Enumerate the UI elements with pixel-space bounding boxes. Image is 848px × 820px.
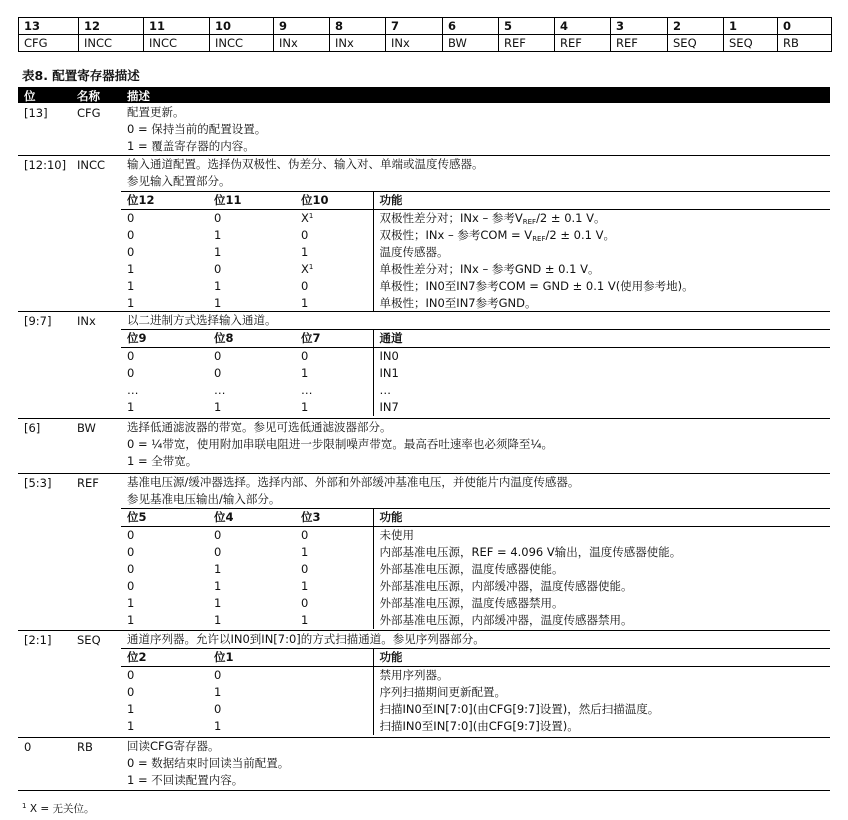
- header-bit: 位: [24, 89, 36, 103]
- description-line: 0 = 保持当前的配置设置。: [127, 122, 267, 136]
- col-header: 位9: [121, 330, 208, 348]
- cell: 0: [127, 366, 135, 380]
- cell: 1: [214, 400, 222, 414]
- bit-name-cell: INCC: [210, 35, 274, 52]
- cell: 1: [301, 613, 309, 627]
- bit-name-cell: RB: [778, 35, 832, 52]
- bit-field: [2:1]: [24, 633, 52, 647]
- cell: 0: [127, 562, 135, 576]
- cell: 1: [127, 702, 135, 716]
- table-row: [121, 718, 830, 735]
- cell: …: [373, 382, 830, 399]
- cell-value: X: [301, 211, 309, 225]
- table-row: [121, 210, 830, 228]
- table-row: [121, 382, 830, 399]
- cell: 序列扫描期间更新配置。: [373, 684, 830, 701]
- ref-subtable: [121, 508, 830, 629]
- section-incc: [18, 156, 830, 312]
- cell-value: X: [301, 262, 309, 276]
- cell: 0: [127, 211, 135, 225]
- cell: 单极性差分对；INx – 参考GND ± 0.1 V。: [373, 261, 830, 278]
- description-line: 通道序列器。允许以IN0到IN[7:0]的方式扫描通道。参见序列器部分。: [127, 632, 485, 646]
- incc-subtable: [121, 191, 830, 312]
- cell: 未使用: [373, 527, 830, 545]
- table-row: [121, 701, 830, 718]
- cell: 0: [214, 668, 222, 682]
- field-name: BW: [77, 421, 96, 435]
- function-text: 双极性；INx – 参考COM = V: [379, 228, 533, 242]
- cell: [373, 210, 830, 228]
- cell: 扫描IN0至IN[7:0](由CFG[9:7]设置)，然后扫描温度。: [373, 701, 830, 718]
- col-header: 功能: [373, 649, 830, 667]
- cell: 1: [214, 228, 222, 242]
- table-header: [18, 87, 830, 103]
- cell: 0: [127, 349, 135, 363]
- bit-name-cell: INx: [386, 35, 443, 52]
- bit-map-table: [18, 17, 832, 52]
- bit-number-cell: 2: [668, 18, 724, 35]
- cell: 0: [127, 668, 135, 682]
- field-name: CFG: [77, 106, 101, 120]
- ref-subscript: REF: [522, 218, 537, 226]
- cell: 1: [214, 596, 222, 610]
- cell: 0: [214, 262, 222, 276]
- description-line: 输入通道配置。选择伪双极性、伪差分、输入对、单端或温度传感器。: [127, 157, 484, 171]
- cell: 1: [214, 719, 222, 733]
- description-line: 回读CFG寄存器。: [127, 739, 220, 753]
- col-header: 位12: [121, 192, 208, 210]
- field-name: REF: [77, 476, 99, 490]
- cell: 扫描IN0至IN[7:0](由CFG[9:7]设置)。: [373, 718, 830, 735]
- cell: 1: [214, 296, 222, 310]
- cell: …: [214, 383, 226, 397]
- cell: 外部基准电压源，内部缓冲器，温度传感器禁用。: [373, 612, 830, 629]
- col-header: 功能: [373, 509, 830, 527]
- bit-number-cell: 12: [79, 18, 144, 35]
- table-row: [121, 527, 830, 545]
- description-line: 基准电压源/缓冲器选择。选择内部、外部和外部缓冲基准电压，并使能片内温度传感器。: [127, 475, 580, 489]
- bit-field: 0: [24, 740, 32, 754]
- description-line: 选择低通滤波器的带宽。参见可选低通滤波器部分。: [127, 420, 392, 434]
- bit-number-cell: 1: [724, 18, 778, 35]
- bit-name-cell: INx: [274, 35, 330, 52]
- cell: 1: [214, 579, 222, 593]
- cell: 0: [127, 579, 135, 593]
- bit-field: [5:3]: [24, 476, 52, 490]
- bit-field: [9:7]: [24, 314, 52, 328]
- table-row: [121, 399, 830, 416]
- cell: 0: [301, 279, 309, 293]
- cell: [295, 261, 373, 278]
- cell: 1: [127, 296, 135, 310]
- cell: 1: [214, 613, 222, 627]
- cell: 内部基准电压源，REF = 4.096 V输出，温度传感器使能。: [373, 544, 830, 561]
- table-row: [121, 578, 830, 595]
- cell: 1: [127, 719, 135, 733]
- field-name: INCC: [77, 158, 106, 172]
- bit-number-cell: 5: [499, 18, 555, 35]
- table-row: [121, 227, 830, 244]
- footnote-mark: 1: [22, 802, 27, 810]
- cell: [373, 227, 830, 244]
- subtable-header: [121, 192, 830, 210]
- table-row: [121, 684, 830, 701]
- ref-subscript: REF: [532, 235, 546, 243]
- cell: 1: [127, 400, 135, 414]
- bit-number-cell: 6: [443, 18, 499, 35]
- cell: 温度传感器。: [373, 244, 830, 261]
- cell: 1: [127, 596, 135, 610]
- cell: 1: [214, 685, 222, 699]
- table-row: [121, 365, 830, 382]
- field-name: RB: [77, 740, 93, 754]
- cell: 0: [127, 545, 135, 559]
- cell: 0: [214, 349, 222, 363]
- description-line: 1 = 全带宽。: [127, 454, 198, 468]
- bit-field: [13]: [24, 106, 48, 120]
- table-row: [121, 295, 830, 312]
- section-inx: [18, 312, 830, 419]
- subtable-header: [121, 649, 830, 667]
- cell: IN7: [373, 399, 830, 416]
- cell: 1: [127, 613, 135, 627]
- bit-number-cell: 8: [330, 18, 386, 35]
- col-header: 位4: [208, 509, 295, 527]
- cell: 单极性；IN0至IN7参考COM = GND ± 0.1 V(使用参考地)。: [373, 278, 830, 295]
- bit-number-cell: 4: [555, 18, 611, 35]
- function-text: /2 ± 0.1 V。: [545, 228, 615, 242]
- table-row: [121, 544, 830, 561]
- cell: 禁用序列器。: [373, 667, 830, 685]
- table-row: [121, 261, 830, 278]
- cell: [295, 210, 373, 228]
- col-header: 位11: [208, 192, 295, 210]
- cell: 1: [214, 279, 222, 293]
- function-text: 双极性差分对；INx – 参考V: [379, 211, 523, 225]
- footnote-mark: 1: [308, 263, 314, 271]
- cell: 1: [127, 279, 135, 293]
- description-line: 以二进制方式选择输入通道。: [127, 313, 277, 327]
- field-name: SEQ: [77, 633, 101, 647]
- bit-number-cell: 10: [210, 18, 274, 35]
- bit-name-cell: BW: [443, 35, 499, 52]
- col-header: 位10: [295, 192, 373, 210]
- bit-number-row: [19, 18, 832, 35]
- cell: 1: [301, 400, 309, 414]
- cell: 1: [214, 245, 222, 259]
- bit-name-cell: REF: [555, 35, 611, 52]
- description-line: 1 = 不回读配置内容。: [127, 773, 244, 787]
- table-row: [121, 244, 830, 261]
- col-header: 位7: [295, 330, 373, 348]
- bit-name-row: [19, 35, 832, 52]
- field-name: INx: [77, 314, 96, 328]
- inx-subtable: [121, 329, 830, 416]
- function-text: /2 ± 0.1 V。: [536, 211, 606, 225]
- section-seq: [18, 631, 830, 738]
- cell: 0: [214, 702, 222, 716]
- bit-name-cell: REF: [611, 35, 668, 52]
- cell: 0: [127, 685, 135, 699]
- cell: 0: [301, 562, 309, 576]
- bit-name-cell: INCC: [144, 35, 210, 52]
- cell: 1: [301, 366, 309, 380]
- seq-subtable: [121, 648, 830, 735]
- bit-name-cell: SEQ: [668, 35, 724, 52]
- description-line: 配置更新。: [127, 105, 185, 119]
- footnote: [22, 801, 94, 816]
- table-row: [121, 278, 830, 295]
- cell: …: [301, 383, 313, 397]
- subtable-header: [121, 330, 830, 348]
- bit-number-cell: 3: [611, 18, 668, 35]
- cell: 1: [301, 579, 309, 593]
- col-header: 位2: [121, 649, 208, 667]
- cell: 0: [127, 228, 135, 242]
- cell: 0: [127, 245, 135, 259]
- col-header: 位1: [208, 649, 373, 667]
- cell: 0: [301, 528, 309, 542]
- bit-name-cell: REF: [499, 35, 555, 52]
- table-row: [121, 561, 830, 578]
- bit-number-cell: 0: [778, 18, 832, 35]
- cell: 外部基准电压源，内部缓冲器，温度传感器使能。: [373, 578, 830, 595]
- cell: 1: [214, 562, 222, 576]
- footnote-text: X = 无关位。: [29, 803, 95, 815]
- footnote-mark: 1: [308, 212, 314, 220]
- cell: 0: [214, 545, 222, 559]
- cell: 0: [214, 366, 222, 380]
- description-line: 参见基准电压输出/输入部分。: [127, 492, 281, 506]
- col-header: 位8: [208, 330, 295, 348]
- bit-name-cell: CFG: [19, 35, 79, 52]
- cell: 0: [214, 528, 222, 542]
- description-line: 1 = 覆盖寄存器的内容。: [127, 139, 255, 153]
- section-cfg: [18, 104, 830, 156]
- bit-number-cell: 13: [19, 18, 79, 35]
- cell: 0: [301, 228, 309, 242]
- description-line: 参见输入配置部分。: [127, 174, 231, 188]
- cell: IN1: [373, 365, 830, 382]
- cell: IN0: [373, 348, 830, 366]
- table-row: [121, 667, 830, 685]
- bit-name-cell: INCC: [79, 35, 144, 52]
- table-row: [121, 595, 830, 612]
- cell: 0: [301, 349, 309, 363]
- col-header: 位3: [295, 509, 373, 527]
- cell: 0: [214, 211, 222, 225]
- cell: 1: [301, 545, 309, 559]
- header-desc: 描述: [127, 89, 150, 103]
- cell: 外部基准电压源，温度传感器禁用。: [373, 595, 830, 612]
- col-header: 功能: [373, 192, 830, 210]
- header-name: 名称: [77, 89, 100, 103]
- cell: 1: [301, 245, 309, 259]
- table-row: [121, 612, 830, 629]
- description-line: 0 = 数据结束时回读当前配置。: [127, 756, 290, 770]
- bit-number-cell: 7: [386, 18, 443, 35]
- bit-number-cell: 9: [274, 18, 330, 35]
- description-line: 0 = ¼带宽，使用附加串联电阻进一步限制噪声带宽。最高吞吐速率也必须降至¼。: [127, 437, 554, 451]
- col-header: 通道: [373, 330, 830, 348]
- subtable-header: [121, 509, 830, 527]
- col-header: 位5: [121, 509, 208, 527]
- cell: 0: [301, 596, 309, 610]
- bit-number-cell: 11: [144, 18, 210, 35]
- cell: 单极性；IN0至IN7参考GND。: [373, 295, 830, 312]
- section-bw: [18, 419, 830, 474]
- bit-field: [6]: [24, 421, 41, 435]
- section-rb: [18, 738, 830, 791]
- table-title: 表8. 配置寄存器描述: [22, 68, 140, 83]
- section-ref: [18, 474, 830, 631]
- cell: …: [127, 383, 139, 397]
- cell: 1: [301, 296, 309, 310]
- cell: 0: [127, 528, 135, 542]
- bit-field: [12:10]: [24, 158, 67, 172]
- bit-name-cell: SEQ: [724, 35, 778, 52]
- cell: 1: [127, 262, 135, 276]
- bit-name-cell: INx: [330, 35, 386, 52]
- cell: 外部基准电压源，温度传感器使能。: [373, 561, 830, 578]
- table-row: [121, 348, 830, 366]
